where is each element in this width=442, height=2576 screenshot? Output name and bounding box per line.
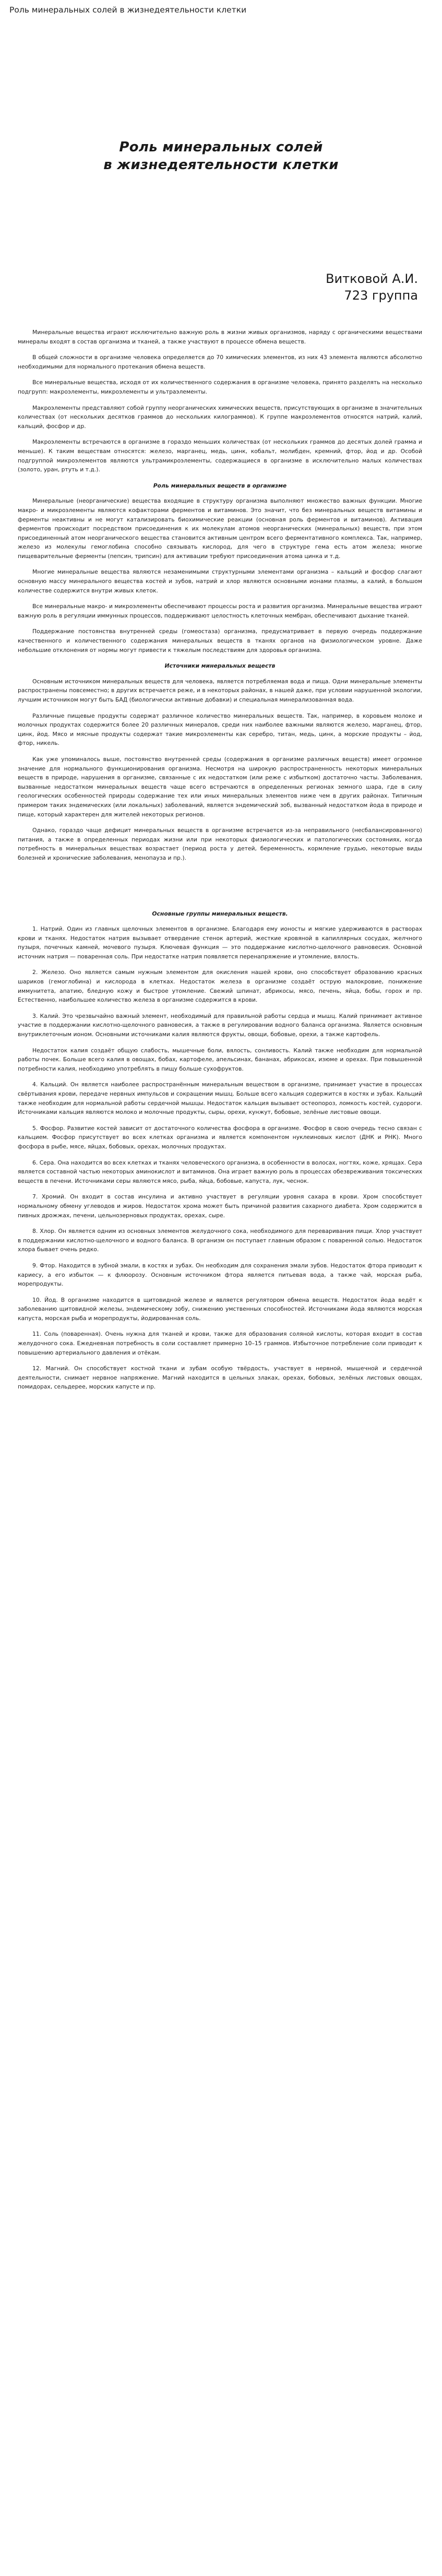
- paragraph: Различные пищевые продукты содержат различное количество минеральных веществ. Так, например, в коровьем молоке и молочных продуктах содержится более 20 различных минералов, среди них наиболее важными являются железо, марганец, фтор, цинк, йод. Мясо и мясные продукты содержат такие микроэлементы как серебро, титан, медь, цинк, а морские продукты – йод, фтор, никель.: [18, 712, 422, 747]
- list-item: 1. Натрий. Один из главных щелочных элементов в организме. Благодаря ему ионосты и мягкие удерживаются в растворах крови и тканях. Недостаток натрия вызывает отвердение стенок артерий, жесткие кровяной в капиллярных сосудах, желчного пузыря, почечных камней, мочевого пузыря. Ключевая функция — это поддержание кислотно-щелочного равновесия. Основной источник натрия — поваренная соль. При недостатке натрия появляется перенапряжение и утомление, вялость.: [18, 925, 422, 960]
- paragraph: Минеральные вещества играют исключительно важную роль в жизни живых организмов, наряду с органическими веществами минералы входят в состав организма и тканей, а также участвуют в процессе обмена веществ.: [18, 329, 422, 345]
- list-item: 4. Кальций. Он является наиболее распространённым минеральным веществом в организме, принимает участие в процессах свёртывания крови, передаче нервных импульсов и сокращении мышц. Больше всего кальция содержится в костях и зубах. Кальций также необходим для нормальной работы сердечной мышцы. Недостаток кальция вызывает остеопороз, ломкость костей, судороги. Источниками кальция являются молоко и молочные продукты, сыры, орехи, кунжут, бобовые, зелёные листовые овощи.: [18, 1081, 422, 1116]
- list-item: 10. Йод. В организме находится в щитовидной железе и является регулятором обмена веществ. Недостаток йода ведёт к заболеванию щитовидной железы, эндемическому зобу, снижению умственных способностей. Источниками йода являются морская капуста, морская рыба и морепродукты, йодированная соль.: [18, 1296, 422, 1322]
- list-item: 3. Калий. Это чрезвычайно важный элемент, необходимый для правильной работы сердца и мышц. Калий принимает активное участие в поддержании кислотно-щелочного равновесия, а также в регулировании водного баланса организма. Является основным внутриклеточным ионом. Основными источниками калия являются фрукты, овощи, бобовые, орехи, а также картофель.: [18, 1012, 422, 1038]
- paragraph: Минеральные (неорганические) вещества входящие в структуру организма выполняют множество важных функции. Многие макро- и микроэлементы являются кофакторами ферментов и витаминов. Это значит, что без минеральных веществ витамины и ферменты неактивны и не могут катализировать биохимические реакции (основная роль ферментов и витаминов). Активация ферментов происходит посредством присоединения к их молекулам атомов неорганических (минеральных) веществ, при этом присоединенный атом неорганического вещества становится активным центром всего ферментативного комплекса. Так, например, железо из молекулы гемоглобина способно связывать кислород, для чего в структуре гема есть атом железа; многие пищеварительные ферменты (пепсин, трипсин) для активации требуют присоединения атома цинка и т.д.: [18, 497, 422, 560]
- paragraph: Однако, гораздо чаще дефицит минеральных веществ в организме встречается из-за неправильного (несбалансированного) питания, а также в определенных периодах жизни или при некоторых физиологических и патологических состояниях, когда потребность в минеральных веществах возрастает (период роста у детей, беременность, кормление грудью, некоторые виды болезней и хронические заболевания, менопауза и пр.).: [18, 827, 422, 861]
- paragraph: Недостаток калия создаёт общую слабость, мышечные боли, вялость, сонливость. Калий также необходим для нормальной работы почек. Больше всего калия в овощах, бобах, картофеле, апельсинах, бананах, абрикосах, изюме и орехах. При повышенной потребности калия, необходимо употреблять в пищу больше сухофруктов.: [18, 1047, 422, 1072]
- paragraph: Основным источником минеральных веществ для человека, является потребляемая вода и пища. Одни минеральные элементы распространены повсеместно; в других встречается реже, и в некоторых районах, в нашей даже, при условии нарушенной экологии, лучшим источником могут быть БАД (биологически активные добавки) и специальная минерализованная вода.: [18, 678, 422, 703]
- paragraph: Многие минеральные вещества являются незаменимыми структурными элементами организма – кальций и фосфор слагают основную массу минерального вещества костей и зубов, натрий и хлор являются основными ионами плазмы, а калий, в большом количестве содержится внутри живых клеток.: [18, 568, 422, 594]
- list-item: 9. Фтор. Находится в зубной эмали, в костях и зубах. Он необходим для сохранения эмали зубов. Недостаток фтора приводит к кариесу, а его избыток — к флюорозу. Основным источником фтора является питьевая вода, а также чай, морская рыба, морепродукты.: [18, 1262, 422, 1288]
- document-title: [0, 138, 442, 174]
- author-name: Витковой А.И.: [326, 271, 418, 286]
- title-line-1: Роль минеральных солей: [119, 139, 323, 155]
- section-heading: Роль минеральных веществ в организме: [153, 482, 287, 489]
- section-heading: Источники минеральных веществ: [164, 662, 276, 670]
- list-item: 6. Сера. Она находится во всех клетках и тканях человеческого организма, в особенности в волосах, ногтях, коже, хрящах. Сера является составной частью некоторых аминокислот и витаминов. Она играет важную роль в процессах обезвреживания токсических веществ в печени. Источниками серы являются мясо, рыба, яйца, бобовые, капуста, лук, чеснок.: [18, 1159, 422, 1184]
- title-line-2: в жизнедеятельности клетки: [103, 157, 339, 173]
- intro-section: [18, 328, 422, 474]
- paragraph: Все минеральные макро- и микроэлементы обеспечивают процессы роста и развития организма. Минеральные вещества играют важную роль в регуляции иммунных процессов, поддерживают целостность клеточных мембран, обеспечивают дыхание тканей.: [18, 603, 422, 619]
- section-sources: [18, 661, 422, 862]
- paragraph: Макроэлементы встречаются в организме в гораздо меньших количествах (от нескольких граммов до десятых долей грамма и меньше). К таким веществам относятся: железо, марганец, медь, цинк, кобальт, молибден, кремний, фтор, йод и др. Особой подгруппой микроэлементов являются ультрамикроэлементы, содержащиеся в организме в исключительно малых количествах (золото, уран, ртуть и т.д.).: [18, 438, 422, 473]
- author-group: 723 группа: [344, 288, 418, 303]
- list-item: 11. Соль (поваренная). Очень нужна для тканей и крови, также для образования соляной кислоты, которая входит в состав желудочного сока. Ежедневная потребность в соли составляет примерно 10–15 граммов. Избыточное потребление соли приводит к повышению артериального давления и отёкам.: [18, 1331, 422, 1356]
- paragraph: В общей сложности в организме человека определяется до 70 химических элементов, из них 43 элемента являются абсолютно необходимыми для нормального протекания обмена веществ.: [18, 354, 422, 370]
- list-item: 12. Магний. Он способствует костной ткани и зубам особую твёрдость, участвует в нервной, мышечной и сердечной деятельности, снимает нервное напряжение. Магний находится в цельных злаках, орехах, бобовых, зелёных листовых овощах, помидорах, сельдерее, морских капусте и пр.: [18, 1365, 422, 1391]
- list-item: 8. Хлор. Он является одним из основных элементов желудочного сока, необходимого для переваривания пищи. Хлор участвует в поддержании кислотно-щелочного и водного баланса. В организм он поступает главным образом с поваренной солью. Недостаток хлора бывает очень редко.: [18, 1228, 422, 1253]
- spacer: [18, 870, 422, 906]
- paragraph: Как уже упоминалось выше, постоянство внутренней среды (содержания в организме различных веществ) имеет огромное значение для нормального функционирования организма. Несмотря на широкую распространенность некоторых минеральных веществ в природе, нарушения в организме, связанные с их недостатком (или реже с избытком) достаточно часты. Заболевания, вызванные недостатком минеральных веществ чаще всего встречаются в определенных регионах земного шара, где в силу геологических особенностей природы содержание тех или иных минеральных элементов ниже чем в других районах. Типичным примером таких эндемических (или локальных) заболеваний, является эндемический зоб, вызванный недостатком йода в природе и пище, который характерен для жителей некоторых регионов.: [18, 755, 422, 818]
- section-role: [18, 481, 422, 655]
- list-item: 5. Фосфор. Развитие костей зависит от достаточного количества фосфора в организме. Фосфор в свою очередь тесно связан с кальцием. Фосфор присутствует во всех клетках организма и является компонентом нуклеиновых кислот (ДНК и РНК). Много фосфора в рыбе, мясе, яйцах, бобовых, орехах, молочных продуктах.: [18, 1124, 422, 1150]
- author-block: [0, 270, 442, 304]
- list-item: 7. Хромий. Он входит в состав инсулина и активно участвует в регуляции уровня сахара в крови. Хром способствует нормальному обмену углеводов и жиров. Недостаток хрома может быть причиной развития сахарного диабета. Хром содержится в пивных дрожжах, печени, цельнозерновых продуктах, орехах, сыре.: [18, 1193, 422, 1219]
- document-header-title: Роль минеральных солей в жизнедеятельности клетки: [9, 5, 247, 15]
- section-heading: Основные группы минеральных веществ.: [152, 910, 288, 917]
- paragraph: Поддержание постоянства внутренней среды (гомеостаза) организма, предусматривает в первую очередь поддержание качественного и количественного содержания минеральных веществ в тканях органов на физиологическом уровне. Даже небольшие отклонения от нормы могут привести к тяжелым последствиям для здоровья организма.: [18, 628, 422, 654]
- document-body: [0, 328, 442, 1392]
- paragraph: Макроэлементы представляют собой группу неорганических химических веществ, присутствующих в организме в значительных количествах (от нескольких десятков граммов до нескольких килограммов). К группе макроэлементов относятся натрий, калий, кальций, фосфор и др.: [18, 404, 422, 430]
- list-item: 2. Железо. Оно является самым нужным элементом для окисления нашей крови, оно способствует образованию красных шариков (гемоглобина) и кислорода в клетках. Недостаток железа в организме создаёт острую малокровие, понижение иммунитета, апатию, бледную кожу и быстрое утомление. Свежий шпинат, абрикосы, мясо, печень, яйца, бобы, горох и пр. Естественно, наибольшее количество железа в организме содержится в крови.: [18, 969, 422, 1004]
- paragraph: Все минеральные вещества, исходя от их количественного содержания в организме человека, принято разделять на несколько подгрупп: макроэлементы, микроэлементы и ультраэлементы.: [18, 379, 422, 395]
- section-groups: [18, 909, 422, 1392]
